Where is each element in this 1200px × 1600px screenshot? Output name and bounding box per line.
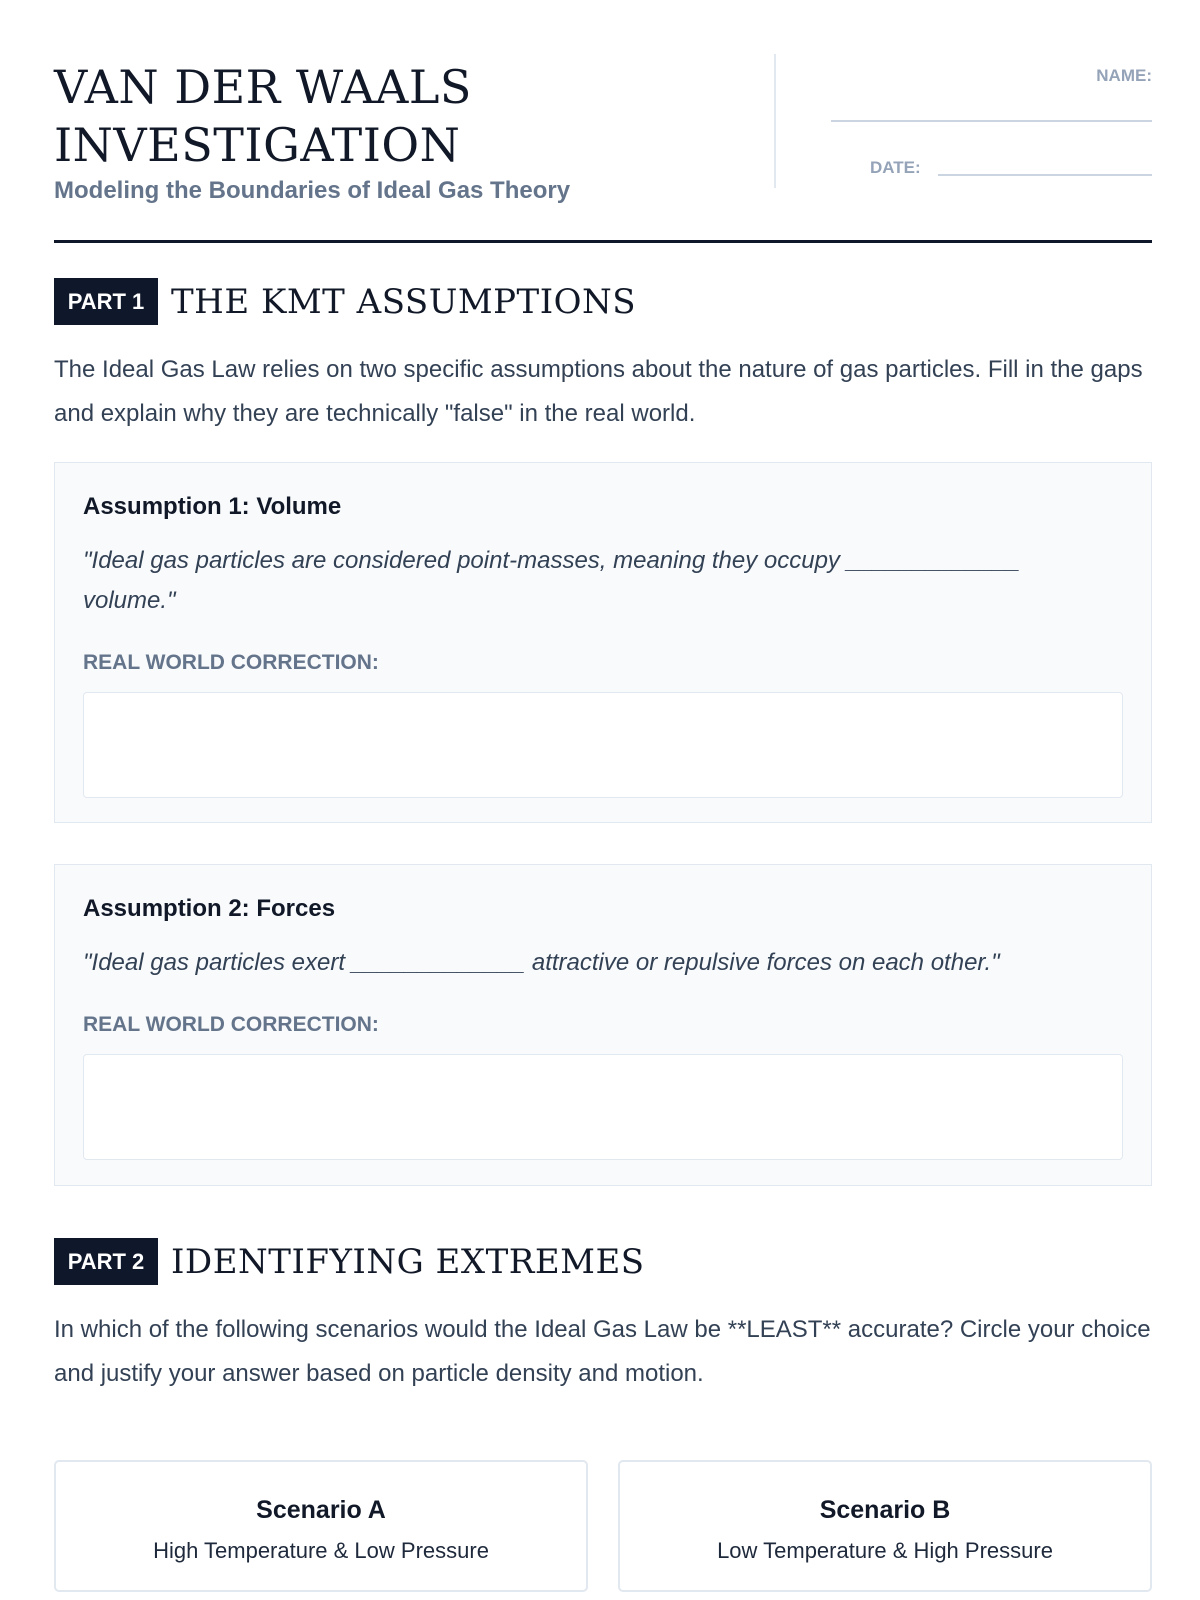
- scenario-description: High Temperature & Low Pressure: [153, 1538, 489, 1563]
- assumption-quote: "Ideal gas particles are considered point-masses, meaning they occupy _____________ volume.": [83, 547, 1021, 614]
- page-title: [54, 58, 754, 174]
- assumption-quote: "Ideal gas particles exert _____________ attractive or repulsive forces on each other.": [83, 949, 1000, 976]
- header-divider: [774, 54, 776, 188]
- assumption-title: Assumption 2: Forces: [83, 895, 336, 922]
- header-rule: [54, 240, 1152, 243]
- title-line-1: VAN DER WAALS: [54, 60, 472, 114]
- correction-label: REAL WORLD CORRECTION:: [83, 1013, 379, 1036]
- part-1-title: THE KMT ASSUMPTIONS: [171, 282, 637, 322]
- part-2-title: IDENTIFYING EXTREMES: [171, 1242, 645, 1282]
- name-field[interactable]: [831, 120, 1152, 122]
- correction-answer-box[interactable]: [83, 692, 1123, 798]
- assumption-card-volume: [54, 462, 1152, 823]
- part-1-heading: [54, 278, 1152, 326]
- date-label: DATE:: [870, 158, 921, 177]
- part-2-badge: PART 2: [54, 1238, 158, 1285]
- date-field[interactable]: [938, 174, 1152, 176]
- scenario-title: Scenario A: [256, 1496, 386, 1524]
- worksheet-page: [54, 0, 1152, 1600]
- part-1-intro: The Ideal Gas Law relies on two specific assumptions about the nature of gas particles. Fill in the gaps and explain why they are technically "false" in the real world.: [54, 356, 1143, 427]
- part-1-badge: PART 1: [54, 278, 158, 325]
- part-2-intro: In which of the following scenarios would the Ideal Gas Law be **LEAST** accurate? Circle your choice and justify your answer based on particle density and motion.: [54, 1316, 1151, 1387]
- scenario-description: Low Temperature & High Pressure: [717, 1538, 1053, 1563]
- worksheet-header: [54, 54, 1152, 244]
- page-subtitle: Modeling the Boundaries of Ideal Gas Theory: [54, 177, 571, 204]
- assumption-title: Assumption 1: Volume: [83, 493, 342, 520]
- assumption-card-forces: [54, 864, 1152, 1186]
- scenario-a-card[interactable]: [54, 1460, 588, 1592]
- correction-answer-box[interactable]: [83, 1054, 1123, 1160]
- title-line-2: INVESTIGATION: [54, 118, 461, 172]
- name-label: NAME:: [1096, 66, 1152, 85]
- scenario-title: Scenario B: [819, 1496, 951, 1524]
- part-2-heading: [54, 1238, 1152, 1286]
- scenario-b-card[interactable]: [618, 1460, 1152, 1592]
- correction-label: REAL WORLD CORRECTION:: [83, 651, 379, 674]
